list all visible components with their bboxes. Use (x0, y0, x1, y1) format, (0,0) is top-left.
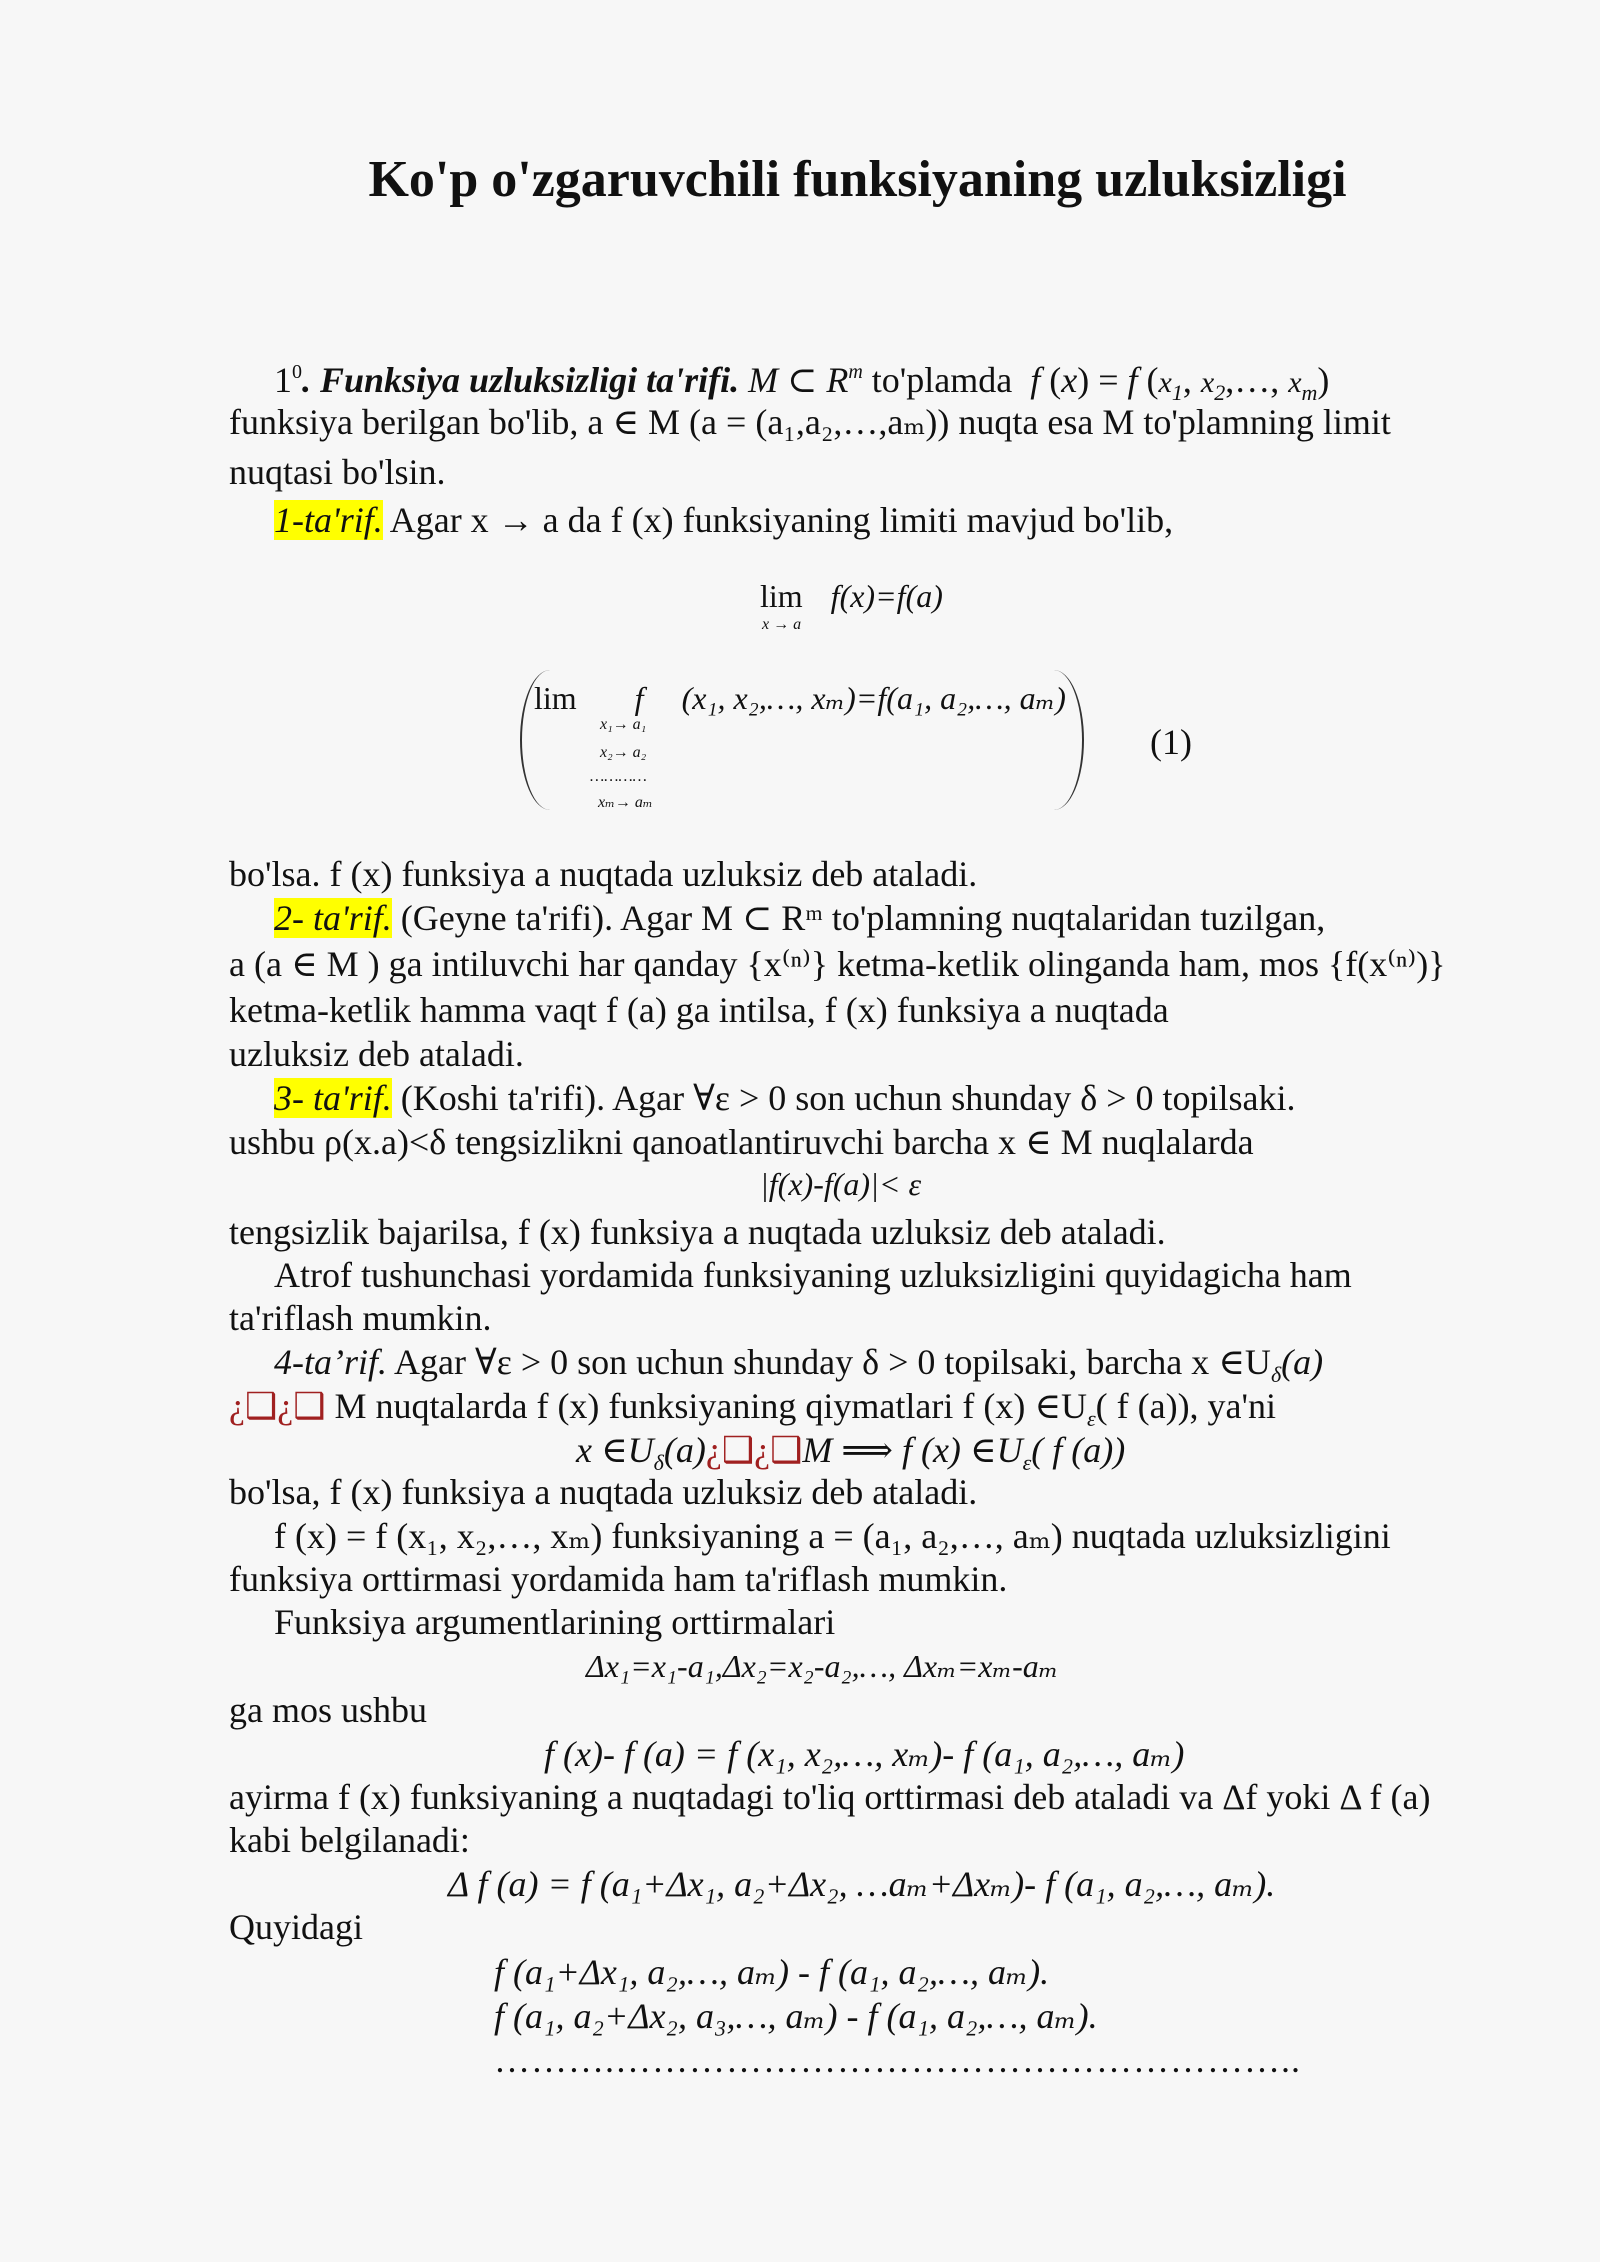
def4-formula-a: x ∈U (576, 1430, 654, 1470)
def4-end-1: (a) (1281, 1342, 1324, 1382)
def3-line-2: ushbu ρ(x.a)<δ tengsizlikni qanoatlantiruvchi barcha x ∈ M nuqlalarda (229, 1122, 1254, 1162)
page-title: Ko'p o'zgaruvchili funksiyaning uzluksizligi (368, 151, 1347, 208)
incr-line-3: Funksiya argumentlarining orttirmalari (274, 1602, 836, 1642)
def1-after: bo'lsa. f (x) funksiya a nuqtada uzluksiz deb ataladi. (229, 854, 978, 894)
def3-label: 3- ta'rif. (274, 1078, 392, 1118)
def3-text: (Koshi ta'rifi). Agar ∀ε > 0 son uchun shunday δ > 0 topilsaki. (391, 1078, 1296, 1118)
incr-line-6: kabi belgilanadi: (229, 1820, 470, 1860)
def1-under-4: xₘ→ aₘ (598, 794, 653, 811)
def3-formula: |f(x)-f(a)|< ε (760, 1166, 922, 1202)
def1-under-1: x₁→ a₁ (600, 716, 647, 733)
def4-sub-2: ε (1086, 1406, 1096, 1431)
def1-formula-body: f(x)=f(a) (830, 578, 943, 614)
def2-line-3: ketma-ketlik hamma vaqt f (a) ga intilsa, f (x) funksiya a nuqtada (229, 990, 1169, 1030)
def4-after: bo'lsa, f (x) funksiya a nuqtada uzluksiz deb ataladi. (229, 1472, 978, 1512)
incr-formula-1: Δx₁=x₁-a₁,Δx₂=x₂-a₂,…, Δxₘ=xₘ-aₘ (586, 1648, 1059, 1684)
atrof-line-1: Atrof tushunchasi yordamida funksiyaning uzluksizligini quyidagicha ham (274, 1255, 1352, 1295)
section-heading-line: $1^0$. Funksiya uzluksizligi ta'rifi. M ⊂ $R^m$ to'plamda f (x) = f ($x_1$, $x_2,\dots$, $x_m$) (274, 360, 1330, 405)
def1-under-3: ………… (590, 768, 647, 785)
incr-formula-5: f (a₁, a₂+Δx₂, a₃,…, aₘ) - f (a₁, a₂,…, aₘ). (494, 1996, 1098, 2036)
def2-line-2: a (a ∈ M ) ga intiluvchi har qanday {x⁽ⁿ⁾} ketma-ketlik olinganda ham, mos {f(x⁽ⁿ⁾)} (229, 944, 1446, 984)
section-l1-rest: to'plamda (871, 360, 1013, 400)
incr-line-4: ga mos ushbu (229, 1690, 427, 1730)
def4-label: 4-ta’rif. (274, 1342, 387, 1382)
incr-line-1: f (x) = f (x₁, x₂,…, xₘ) funksiyaning a = (a₁, a₂,…, aₘ) nuqtada uzluksizligini (274, 1516, 1391, 1556)
def4-formula-c: M ⟹ f (x) ∈U (802, 1430, 1023, 1470)
equation-number: (1) (1150, 722, 1192, 762)
def1-under-2: x₂→ a₂ (600, 744, 647, 761)
def2-text: (Geyne ta'rifi). Agar M ⊂ Rᵐ to'plamning nuqtalaridan tuzilgan, (391, 898, 1326, 938)
def4-formula-b: (a) (663, 1430, 706, 1470)
section-number: 1 (274, 360, 292, 400)
section-line-3: nuqtasi bo'lsin. (229, 452, 446, 492)
incr-formula-3: Δ f (a) = f (a₁+Δx₁, a₂+Δx₂, …aₘ+Δxₘ)- f (a₁, a₂,…, aₘ). (448, 1864, 1276, 1904)
def1-lim-under: x → a (762, 616, 802, 633)
def4-sub-1: δ (1270, 1362, 1282, 1387)
def2-line-4: uzluksiz deb ataladi. (229, 1034, 524, 1074)
def1-label: 1-ta'rif. (274, 500, 383, 540)
atrof-line-2: ta'riflash mumkin. (229, 1298, 492, 1338)
incr-line-2: funksiya orttirmasi yordamida ham ta'riflash mumkin. (229, 1559, 1008, 1599)
def3-line-3: tengsizlik bajarilsa, f (x) funksiya a nuqtada uzluksiz deb ataladi. (229, 1212, 1166, 1252)
incr-formula-2: f (x)- f (a) = f (x₁, x₂,…, xₘ)- f (a₁, a₂,…, aₘ) (544, 1734, 1185, 1774)
lim-text: lim (760, 578, 803, 614)
incr-dots: ……….……………………………………………….. (494, 2040, 1301, 2080)
def4-formula-glyphs: ¿❑¿❑ (705, 1430, 803, 1470)
def1-text: Agar x → a da f (x) funksiyaning limiti mavjud bo'lib, (382, 500, 1174, 540)
def2-label: 2- ta'rif. (274, 898, 392, 938)
section-line-2: funksiya berilgan bo'lib, a ∈ M (a = (a₁,a₂,…,aₘ)) nuqta esa M to'plamning limit (229, 402, 1391, 442)
def2-line-1 (274, 896, 1325, 940)
def1-line (274, 498, 1173, 542)
section-heading: . Funksiya uzluksizligi ta'rifi. (302, 360, 740, 400)
def3-line-1 (274, 1076, 1296, 1120)
section-number-sup: 0 (292, 361, 302, 383)
def1-formula2-body: (x₁, x₂,…, xₘ)=f(a₁, a₂,…, aₘ) (681, 680, 1066, 716)
def4-formula: x $\in U_\delta(a)¿❑¿❑M$ ⟹ f (x) $\in U_\varepsilon$( f (a)) (576, 1430, 1126, 1475)
def4-end-2: ( f (a)), ya'ni (1095, 1386, 1277, 1426)
incr-line-7: Quyidagi (229, 1907, 363, 1947)
def4-text-2: M nuqtalarda f (x) funksiyaning qiymatlari f (x) ∈U (325, 1386, 1087, 1426)
def4-text: Agar ∀ε > 0 son uchun shunday δ > 0 topilsaki, barcha x ∈U (387, 1342, 1271, 1382)
def1-formula-lim (760, 574, 943, 618)
incr-line-5: ayirma f (x) funksiyaning a nuqtadagi to'liq orttirmasi deb ataladi va Δf yoki Δ f (a) (229, 1777, 1431, 1817)
def4-glyphs: ¿❑¿❑ (229, 1386, 326, 1426)
incr-formula-4: f (a₁+Δx₁, a₂,…, aₘ) - f (a₁, a₂,…, aₘ). (494, 1952, 1050, 1992)
def1-formula-2: lim f (x₁, x₂,…, xₘ)=f(a₁, a₂,…, aₘ) (534, 680, 1066, 716)
def4-formula-d: ( f (a)) (1031, 1430, 1126, 1470)
